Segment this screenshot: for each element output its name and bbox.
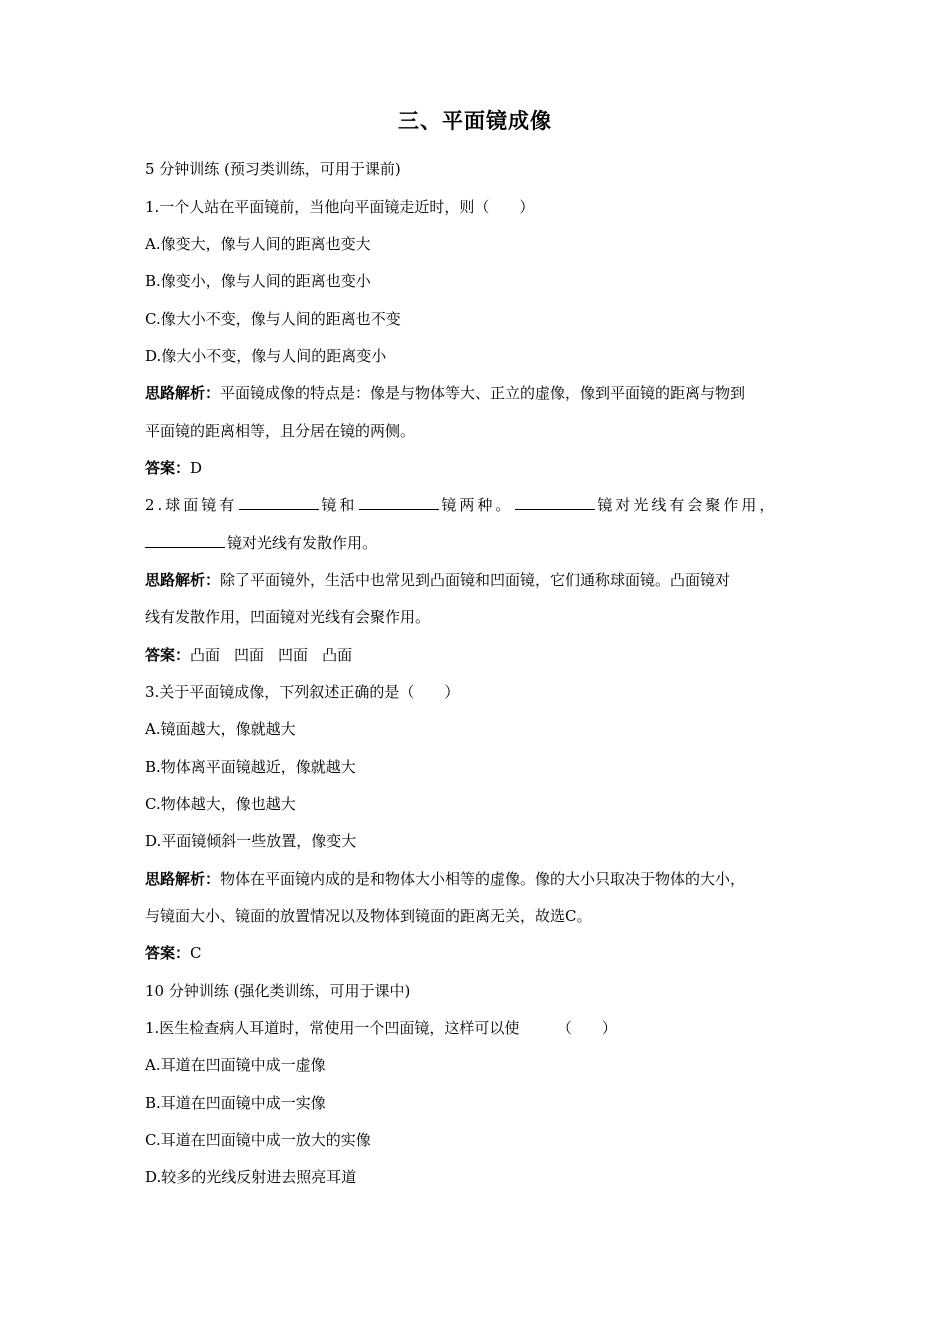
question-2-text-3: 镜两种。 xyxy=(441,496,514,514)
fill-blank-1[interactable] xyxy=(239,494,319,510)
question-3-option-a: A.镜面越大，像就越大 xyxy=(145,720,296,738)
answer-label: 答案： xyxy=(145,944,191,962)
question-3-option-d: D.平面镜倾斜一些放置，像变大 xyxy=(145,832,357,850)
answer-value: D xyxy=(190,459,203,477)
question-3-analysis xyxy=(145,868,825,890)
question-1-option-c: C.像大小不变，像与人间的距离也不变 xyxy=(145,310,401,328)
question-1-answer xyxy=(145,457,825,479)
analysis-label: 思路解析： xyxy=(145,870,221,888)
analysis-text: 物体在平面镜内成的是和物体大小相等的虚像。像的大小只取决于物体的大小， xyxy=(220,870,746,888)
section-heading-5min: 5 分钟训练 (预习类训练，可用于课前) xyxy=(145,160,401,178)
question-1-analysis-cont: 平面镜的距离相等，且分居在镜的两侧。 xyxy=(145,422,416,440)
question-3-option-b: B.物体离平面镜越近，像就越大 xyxy=(145,758,356,776)
question-1-option-b: B.像变小，像与人间的距离也变小 xyxy=(145,272,371,290)
question-2-stem-cont xyxy=(145,532,825,554)
answer-value-1: 凸面 xyxy=(190,646,221,664)
question-2-text-1: 2.球面镜有 xyxy=(145,496,238,514)
question-1-option-d: D.像大小不变，像与人间的距离变小 xyxy=(145,347,387,365)
question-1-stem: 1.一个人站在平面镜前，当他向平面镜走近时，则（ ） xyxy=(145,198,535,216)
section-2-question-1-option-d: D.较多的光线反射进去照亮耳道 xyxy=(145,1168,357,1186)
fill-blank-4[interactable] xyxy=(145,532,225,548)
question-3-stem: 3.关于平面镜成像，下列叙述正确的是（ ） xyxy=(145,683,460,701)
question-2-text-2: 镜和 xyxy=(321,496,358,514)
fill-blank-2[interactable] xyxy=(359,494,439,510)
question-1-analysis xyxy=(145,382,825,404)
question-2-answer xyxy=(145,644,825,666)
answer-value: C xyxy=(190,944,202,962)
question-3-option-c: C.物体越大，像也越大 xyxy=(145,795,296,813)
analysis-text: 除了平面镜外，生活中也常见到凸面镜和凹面镜，它们通称球面镜。凸面镜对 xyxy=(220,571,731,589)
fill-blank-3[interactable] xyxy=(515,494,595,510)
question-2-analysis-cont: 线有发散作用，凹面镜对光线有会聚作用。 xyxy=(145,608,431,626)
section-heading-10min: 10 分钟训练 (强化类训练，可用于课中) xyxy=(145,982,411,1000)
analysis-label: 思路解析： xyxy=(145,384,221,402)
answer-label: 答案： xyxy=(145,459,191,477)
section-2-question-1-option-a: A.耳道在凹面镜中成一虚像 xyxy=(145,1056,326,1074)
answer-value-2: 凹面 xyxy=(234,646,265,664)
section-2-question-1-option-b: B.耳道在凹面镜中成一实像 xyxy=(145,1094,326,1112)
question-3-analysis-cont: 与镜面大小、镜面的放置情况以及物体到镜面的距离无关，故选C。 xyxy=(145,907,592,925)
analysis-label: 思路解析： xyxy=(145,571,221,589)
question-1-option-a: A.像变大，像与人间的距离也变大 xyxy=(145,235,371,253)
answer-value-3: 凹面 xyxy=(278,646,309,664)
page-title: 三、平面镜成像 xyxy=(398,109,552,133)
answer-value-4: 凸面 xyxy=(322,646,353,664)
answer-label: 答案： xyxy=(145,646,191,664)
section-2-question-1-option-c: C.耳道在凹面镜中成一放大的实像 xyxy=(145,1131,371,1149)
section-2-question-1-stem: 1.医生检查病人耳道时，常使用一个凹面镜，这样可以使 （ ） xyxy=(145,1019,617,1037)
analysis-text: 平面镜成像的特点是：像是与物体等大、正立的虚像，像到平面镜的距离与物到 xyxy=(220,384,746,402)
question-2-analysis xyxy=(145,569,825,591)
question-3-answer xyxy=(145,942,825,964)
question-2-stem xyxy=(145,494,825,516)
question-2-text-4: 镜对光线有会聚作用， xyxy=(597,496,778,514)
question-2-text-5: 镜对光线有发散作用。 xyxy=(227,534,378,552)
